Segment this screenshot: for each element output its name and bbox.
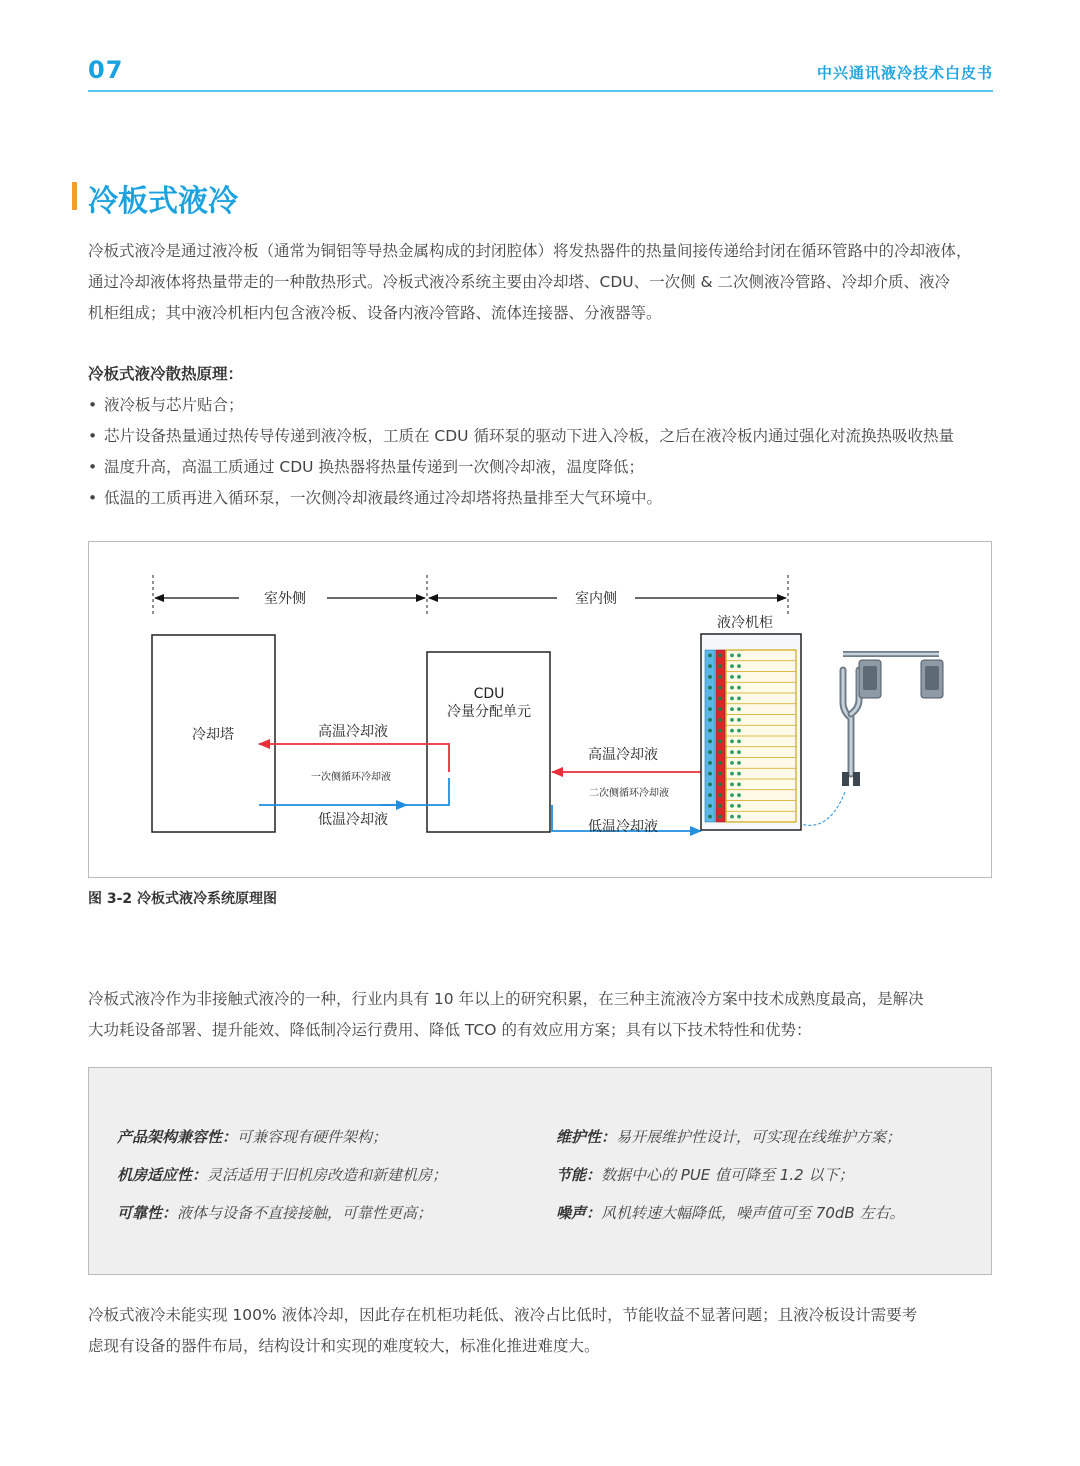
- feature-label: 维护性：: [556, 1128, 617, 1146]
- limitation-line-1: 冷板式液冷未能实现 100% 液体冷却，因此存在机柜功耗低、液冷占比低时，节能收益不显著问题；且液冷板设计需要考: [88, 1306, 918, 1324]
- feature-label: 噪声：: [556, 1204, 602, 1222]
- secondary-loop-label: 二次侧循环冷却液: [589, 788, 669, 799]
- intro-line-3: 机柜组成；其中液冷机柜内包含液冷板、设备内液冷管路、流体连接器、分液器等。: [88, 304, 662, 322]
- coolant-port: [737, 686, 741, 690]
- features-box: [88, 1067, 992, 1275]
- coolant-port: [737, 761, 741, 765]
- coolant-port: [718, 804, 722, 808]
- cold-plate-illustration: [801, 654, 943, 825]
- coolant-port: [737, 707, 741, 711]
- page-number: 07: [88, 56, 124, 84]
- coolant-port: [730, 653, 734, 657]
- indoor-label: 室内侧: [575, 591, 617, 607]
- coolant-port: [737, 729, 741, 733]
- limitation-paragraph: [88, 1300, 996, 1362]
- primary-hot-label: 高温冷却液: [318, 724, 388, 740]
- coolant-port: [730, 804, 734, 808]
- feature-noise: [556, 1202, 904, 1223]
- coolant-port: [737, 739, 741, 743]
- coolant-port: [708, 750, 712, 754]
- advantages-paragraph: [88, 984, 996, 1046]
- coolant-port: [730, 815, 734, 819]
- list-item: • 液冷板与芯片贴合；: [88, 390, 998, 421]
- cdu-sublabel: 冷量分配单元: [447, 704, 531, 720]
- coolant-port: [718, 782, 722, 786]
- cabinet-label: 液冷机柜: [717, 615, 773, 631]
- coolant-port: [708, 696, 712, 700]
- coolant-port: [730, 750, 734, 754]
- coolant-port: [718, 793, 722, 797]
- coolant-port: [730, 686, 734, 690]
- coolant-port: [730, 707, 734, 711]
- coolant-port: [708, 707, 712, 711]
- coolant-port: [708, 729, 712, 733]
- feature-text: 风机转速大幅降低，噪声值可至 70dB 左右。: [601, 1204, 905, 1222]
- coolant-port: [737, 793, 741, 797]
- coolant-port: [730, 782, 734, 786]
- coolant-port: [708, 718, 712, 722]
- coolant-port: [708, 804, 712, 808]
- intro-paragraph: [88, 236, 996, 329]
- advantages-line-1: 冷板式液冷作为非接触式液冷的一种，行业内具有 10 年以上的研究积累，在三种主流液冷方案中技术成熟度最高，是解决: [88, 990, 924, 1008]
- feature-text: 数据中心的 PUE 值可降至 1.2 以下；: [601, 1166, 854, 1184]
- coolant-port: [737, 696, 741, 700]
- coolant-port: [718, 729, 722, 733]
- system-diagram: [89, 542, 991, 877]
- advantages-line-2: 大功耗设备部署、提升能效、降低制冷运行费用、降低 TCO 的有效应用方案；具有以下技术特性和优势：: [88, 1021, 812, 1039]
- coolant-port: [708, 772, 712, 776]
- coolant-port: [737, 750, 741, 754]
- list-item: • 温度升高，高温工质通过 CDU 换热器将热量传递到一次侧冷却液，温度降低；: [88, 452, 998, 483]
- list-item: • 低温的工质再进入循环泵，一次侧冷却液最终通过冷却塔将热量排至大气环境中。: [88, 483, 998, 514]
- primary-cold-label: 低温冷却液: [318, 812, 388, 828]
- coolant-port: [718, 686, 722, 690]
- intro-line-2: 通过冷却液体将热量带走的一种散热形式。冷板式液冷系统主要由冷却塔、CDU、一次侧 & 二次侧液冷管路、冷却介质、液冷: [88, 273, 951, 291]
- coolant-port: [708, 793, 712, 797]
- coolant-port: [708, 664, 712, 668]
- secondary-hot-label: 高温冷却液: [588, 747, 658, 763]
- feature-label: 产品架构兼容性：: [117, 1128, 238, 1146]
- coolant-port: [718, 815, 722, 819]
- coolant-port: [708, 653, 712, 657]
- feature-maintainability: [556, 1126, 901, 1147]
- document-title: 中兴通讯液冷技术白皮书: [816, 64, 993, 82]
- coolant-port: [718, 664, 722, 668]
- principle-list: [88, 390, 998, 514]
- feature-adaptability: [117, 1164, 447, 1185]
- coolant-port: [718, 653, 722, 657]
- coolant-port: [737, 664, 741, 668]
- coolant-port: [718, 675, 722, 679]
- page-header: [88, 56, 993, 92]
- feature-text: 灵活适用于旧机房改造和新建机房；: [207, 1166, 448, 1184]
- coolant-port: [730, 739, 734, 743]
- coolant-port: [737, 772, 741, 776]
- limitation-line-2: 虑现有设备的器件布局，结构设计和实现的难度较大，标准化推进难度大。: [88, 1337, 600, 1355]
- feature-label: 机房适应性：: [117, 1166, 208, 1184]
- coolant-port: [737, 675, 741, 679]
- coolant-port: [737, 653, 741, 657]
- feature-text: 可兼容现有硬件架构；: [237, 1128, 388, 1146]
- feature-text: 易开展维护性设计，可实现在线维护方案；: [616, 1128, 902, 1146]
- system-diagram-frame: [88, 541, 992, 878]
- feature-label: 节能：: [556, 1166, 602, 1184]
- cooling-tower-label: 冷却塔: [192, 727, 234, 743]
- coolant-port: [730, 696, 734, 700]
- primary-loop-label: 一次侧循环冷却液: [311, 772, 391, 783]
- coolant-port: [730, 675, 734, 679]
- coolant-port: [708, 761, 712, 765]
- feature-reliability: [117, 1202, 432, 1223]
- coolant-port: [737, 782, 741, 786]
- primary-hot-line: [259, 744, 449, 772]
- principle-heading: 冷板式液冷散热原理：: [88, 365, 244, 383]
- coolant-port: [718, 718, 722, 722]
- coolant-port: [708, 675, 712, 679]
- coolant-port: [708, 739, 712, 743]
- coolant-port: [708, 815, 712, 819]
- feature-text: 液体与设备不直接接触，可靠性更高；: [177, 1204, 433, 1222]
- coolant-port: [718, 707, 722, 711]
- coolant-port: [730, 718, 734, 722]
- coolant-port: [737, 718, 741, 722]
- coolant-port: [718, 750, 722, 754]
- outdoor-label: 室外侧: [264, 591, 306, 607]
- coolant-port: [737, 804, 741, 808]
- coolant-port: [730, 761, 734, 765]
- list-item: • 芯片设备热量通过热传导传递到液冷板，工质在 CDU 循环泵的驱动下进入冷板，之后在液冷板内通过强化对流换热吸收热量: [88, 421, 998, 452]
- secondary-cold-label: 低温冷却液: [588, 819, 658, 835]
- coolant-port: [718, 696, 722, 700]
- cdu-label: CDU: [473, 686, 505, 702]
- feature-label: 可靠性：: [117, 1204, 178, 1222]
- intro-line-1: 冷板式液冷是通过液冷板（通常为铜铝等导热金属构成的封闭腔体）将发热器件的热量间接传递给封闭在循环管路中的冷却液体，: [88, 242, 972, 260]
- coolant-port: [718, 761, 722, 765]
- coolant-port: [737, 815, 741, 819]
- coolant-port: [708, 686, 712, 690]
- coolant-port: [718, 772, 722, 776]
- coolant-port: [730, 729, 734, 733]
- title-accent-bar: [72, 182, 77, 210]
- coolant-port: [718, 739, 722, 743]
- coolant-port: [730, 772, 734, 776]
- figure-caption: 图 3-2 冷板式液冷系统原理图: [88, 891, 278, 907]
- coolant-port: [730, 664, 734, 668]
- coolant-port: [708, 782, 712, 786]
- feature-compatibility: [117, 1126, 387, 1147]
- section-title: 冷板式液冷: [88, 184, 238, 219]
- coolant-port: [730, 793, 734, 797]
- feature-energy-saving: [556, 1164, 853, 1185]
